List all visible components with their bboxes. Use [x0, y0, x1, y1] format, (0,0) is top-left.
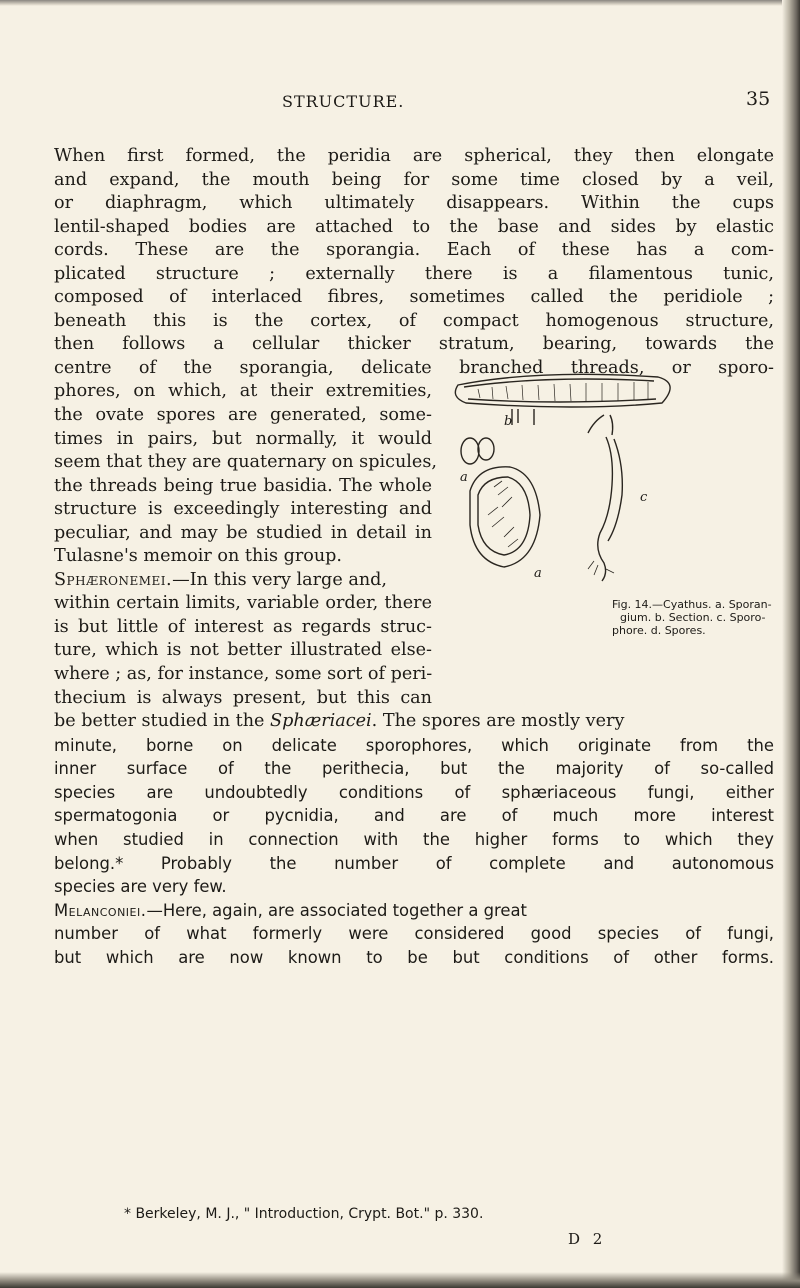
text-line: or diaphragm, which ultimately disappears. Within the cups [54, 193, 774, 214]
caption-line: phore. d. Spores. [612, 624, 706, 637]
text-line: number of what formerly were considered good species of fungi, [54, 924, 774, 944]
text-line: the ovate spores are generated, some- [54, 405, 432, 426]
text-line: when studied in connection with the higher forms to which they [54, 830, 774, 850]
text-line: within certain limits, variable order, there [54, 593, 432, 614]
figure-label-a: a [460, 470, 468, 485]
text-line [54, 710, 774, 734]
text-line [54, 569, 432, 593]
text-line: Tulasne's memoir on this group. [54, 546, 343, 567]
caption-line: Fig. 14.—Cyathus. a. Sporan- [612, 598, 772, 611]
running-head: STRUCTURE. [282, 92, 405, 111]
text-line: seem that they are quaternary on spicules, [54, 452, 437, 473]
cyathus-figure [418, 365, 680, 587]
text-line: centre of the sporangia, delicate branched threads, or sporo- [54, 357, 774, 378]
text-fragment: be better studied in the [54, 711, 265, 732]
text-line: where ; as, for instance, some sort of peri- [54, 664, 433, 685]
signature-mark: D 2 [568, 1230, 607, 1248]
text-line: plicated structure ; externally there is a filamentous tunic, [54, 263, 774, 284]
text-line [54, 899, 774, 923]
text-line: then follows a cellular thicker stratum, bearing, towards the [54, 334, 774, 355]
section-heading-sphaeronemei: Sphæronemei. [54, 569, 173, 590]
text-line: phores, on which, at their extremities, [54, 381, 432, 402]
text-line: spermatogonia or pycnidia, and are of much more interest [54, 806, 774, 826]
caption-line: gium. b. Section. c. Sporo- [620, 611, 766, 624]
text-fragment: —Here, again, are associated together a great [146, 900, 527, 920]
text-line: peculiar, and may be studied in detail in [54, 522, 432, 543]
page-bottom-shadow [0, 1272, 800, 1288]
text-line: and expand, the mouth being for some time closed by a veil, [54, 169, 774, 190]
text-line: times in pairs, but normally, it would [54, 428, 432, 449]
text-line: composed of interlaced fibres, sometimes called the peridiole ; [54, 287, 774, 308]
text-line: When first formed, the peridia are spherical, they then elongate [54, 146, 774, 166]
page-top-shadow [0, 0, 800, 6]
page-number: 35 [746, 88, 771, 110]
section-heading-melanconiei: Melanconiei. [54, 900, 147, 920]
italic-term-sphaeriacei: Sphæriacei [270, 711, 372, 732]
text-line: belong.* Probably the number of complete and autonomous [54, 853, 774, 873]
text-line: minute, borne on delicate sporophores, which originate from the [54, 735, 774, 755]
figure-label-c: c [640, 490, 648, 505]
text-line: species are very few. [54, 877, 227, 897]
footnote: * Berkeley, M. J., " Introduction, Crypt. Bot." p. 330. [124, 1206, 484, 1222]
text-line: the threads being true basidia. The whole [54, 475, 432, 496]
book-spine-edge [782, 0, 800, 1288]
text-line: structure is exceedingly interesting and [54, 499, 432, 520]
text-line: ture, which is not better illustrated else- [54, 640, 432, 661]
text-line: species are undoubtedly conditions of sphæriaceous fungi, either [54, 782, 774, 802]
figure-label-a: a [534, 566, 542, 581]
text-block-lower [54, 734, 774, 970]
text-line: but which are now known to be but conditions of other forms. [54, 948, 774, 968]
text-line: thecium is always present, but this can [54, 687, 432, 708]
text-fragment: —In this very large and, [172, 569, 388, 590]
text-line: beneath this is the cortex, of compact homogenous structure, [54, 310, 774, 331]
text-line: lentil-shaped bodies are attached to the base and sides by elastic [54, 216, 774, 237]
figure-caption [612, 598, 777, 637]
text-fragment: . The spores are mostly very [371, 711, 625, 732]
text-line: inner surface of the perithecia, but the majority of so-called [54, 759, 774, 779]
text-line: cords. These are the sporangia. Each of these has a com- [54, 240, 774, 261]
figure-label-b: b [504, 414, 513, 429]
text-line: is but little of interest as regards struc- [54, 616, 432, 637]
